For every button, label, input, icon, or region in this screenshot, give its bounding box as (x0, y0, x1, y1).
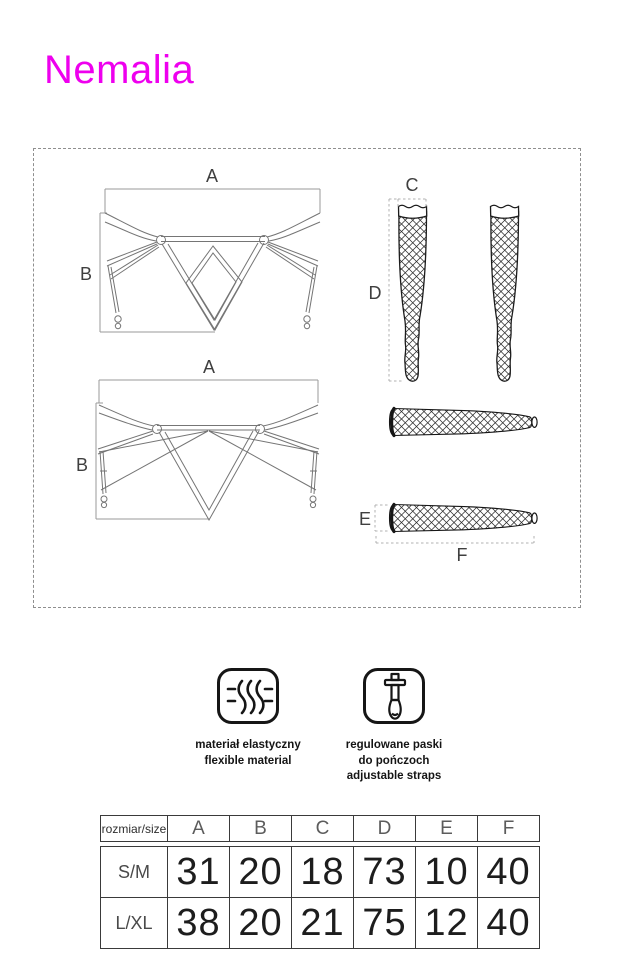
value-sm-b: 20 (229, 847, 291, 898)
value-sm-d: 73 (353, 847, 415, 898)
garter-belt-front-diagram (80, 166, 320, 332)
dim-label-c: C (405, 175, 419, 195)
dim-label-front-b: B (79, 264, 93, 284)
stockings-vertical-diagram (369, 175, 519, 381)
dim-label-f: F (456, 545, 468, 565)
value-sm-c: 18 (291, 847, 353, 898)
caption-line: adjustable straps (346, 770, 442, 782)
value-sm-e: 10 (415, 847, 477, 898)
row-label-sm: S/M (101, 847, 167, 898)
value-lxl-e: 12 (415, 898, 477, 948)
value-lxl-f: 40 (477, 898, 539, 948)
header-cell-b: B (229, 816, 291, 841)
size-table (100, 815, 540, 949)
row-label-lxl: L/XL (115, 912, 153, 933)
value-lxl-c: 21 (291, 898, 353, 948)
size-table-header (100, 815, 540, 842)
caption-line: materiał elastyczny (195, 739, 301, 751)
dim-label-back-a: A (202, 357, 216, 377)
technical-diagram-panel (33, 148, 581, 608)
header-cell-c: C (291, 816, 353, 841)
page-title: Nemalia (44, 48, 195, 92)
adjustable-straps-icon (362, 667, 426, 730)
dim-label-e: E (358, 509, 372, 529)
technical-drawing (34, 149, 580, 607)
header-cell-size: rozmiar/size (101, 821, 167, 836)
stockings-horizontal-diagram (359, 409, 537, 566)
elastic-material-icon (216, 667, 280, 730)
dim-label-front-a: A (205, 166, 219, 186)
value-sm-f: 40 (477, 847, 539, 898)
value-lxl-a: 38 (167, 898, 229, 948)
value-lxl-d: 75 (353, 898, 415, 948)
value-sm-a: 31 (167, 847, 229, 898)
caption-line: flexible material (204, 754, 292, 767)
dim-label-d: D (368, 283, 382, 303)
header-cell-a: A (167, 816, 229, 841)
header-cell-d: D (353, 816, 415, 841)
header-cell-f: F (477, 816, 539, 841)
value-lxl-b: 20 (229, 898, 291, 948)
size-table-body (100, 846, 540, 949)
caption-line: do pończoch (358, 754, 430, 767)
garter-belt-back-diagram (76, 357, 319, 520)
feature-caption-straps (299, 738, 489, 785)
header-cell-e: E (415, 816, 477, 841)
dim-label-back-b: B (75, 455, 89, 475)
caption-line: regulowane paski (345, 739, 443, 751)
